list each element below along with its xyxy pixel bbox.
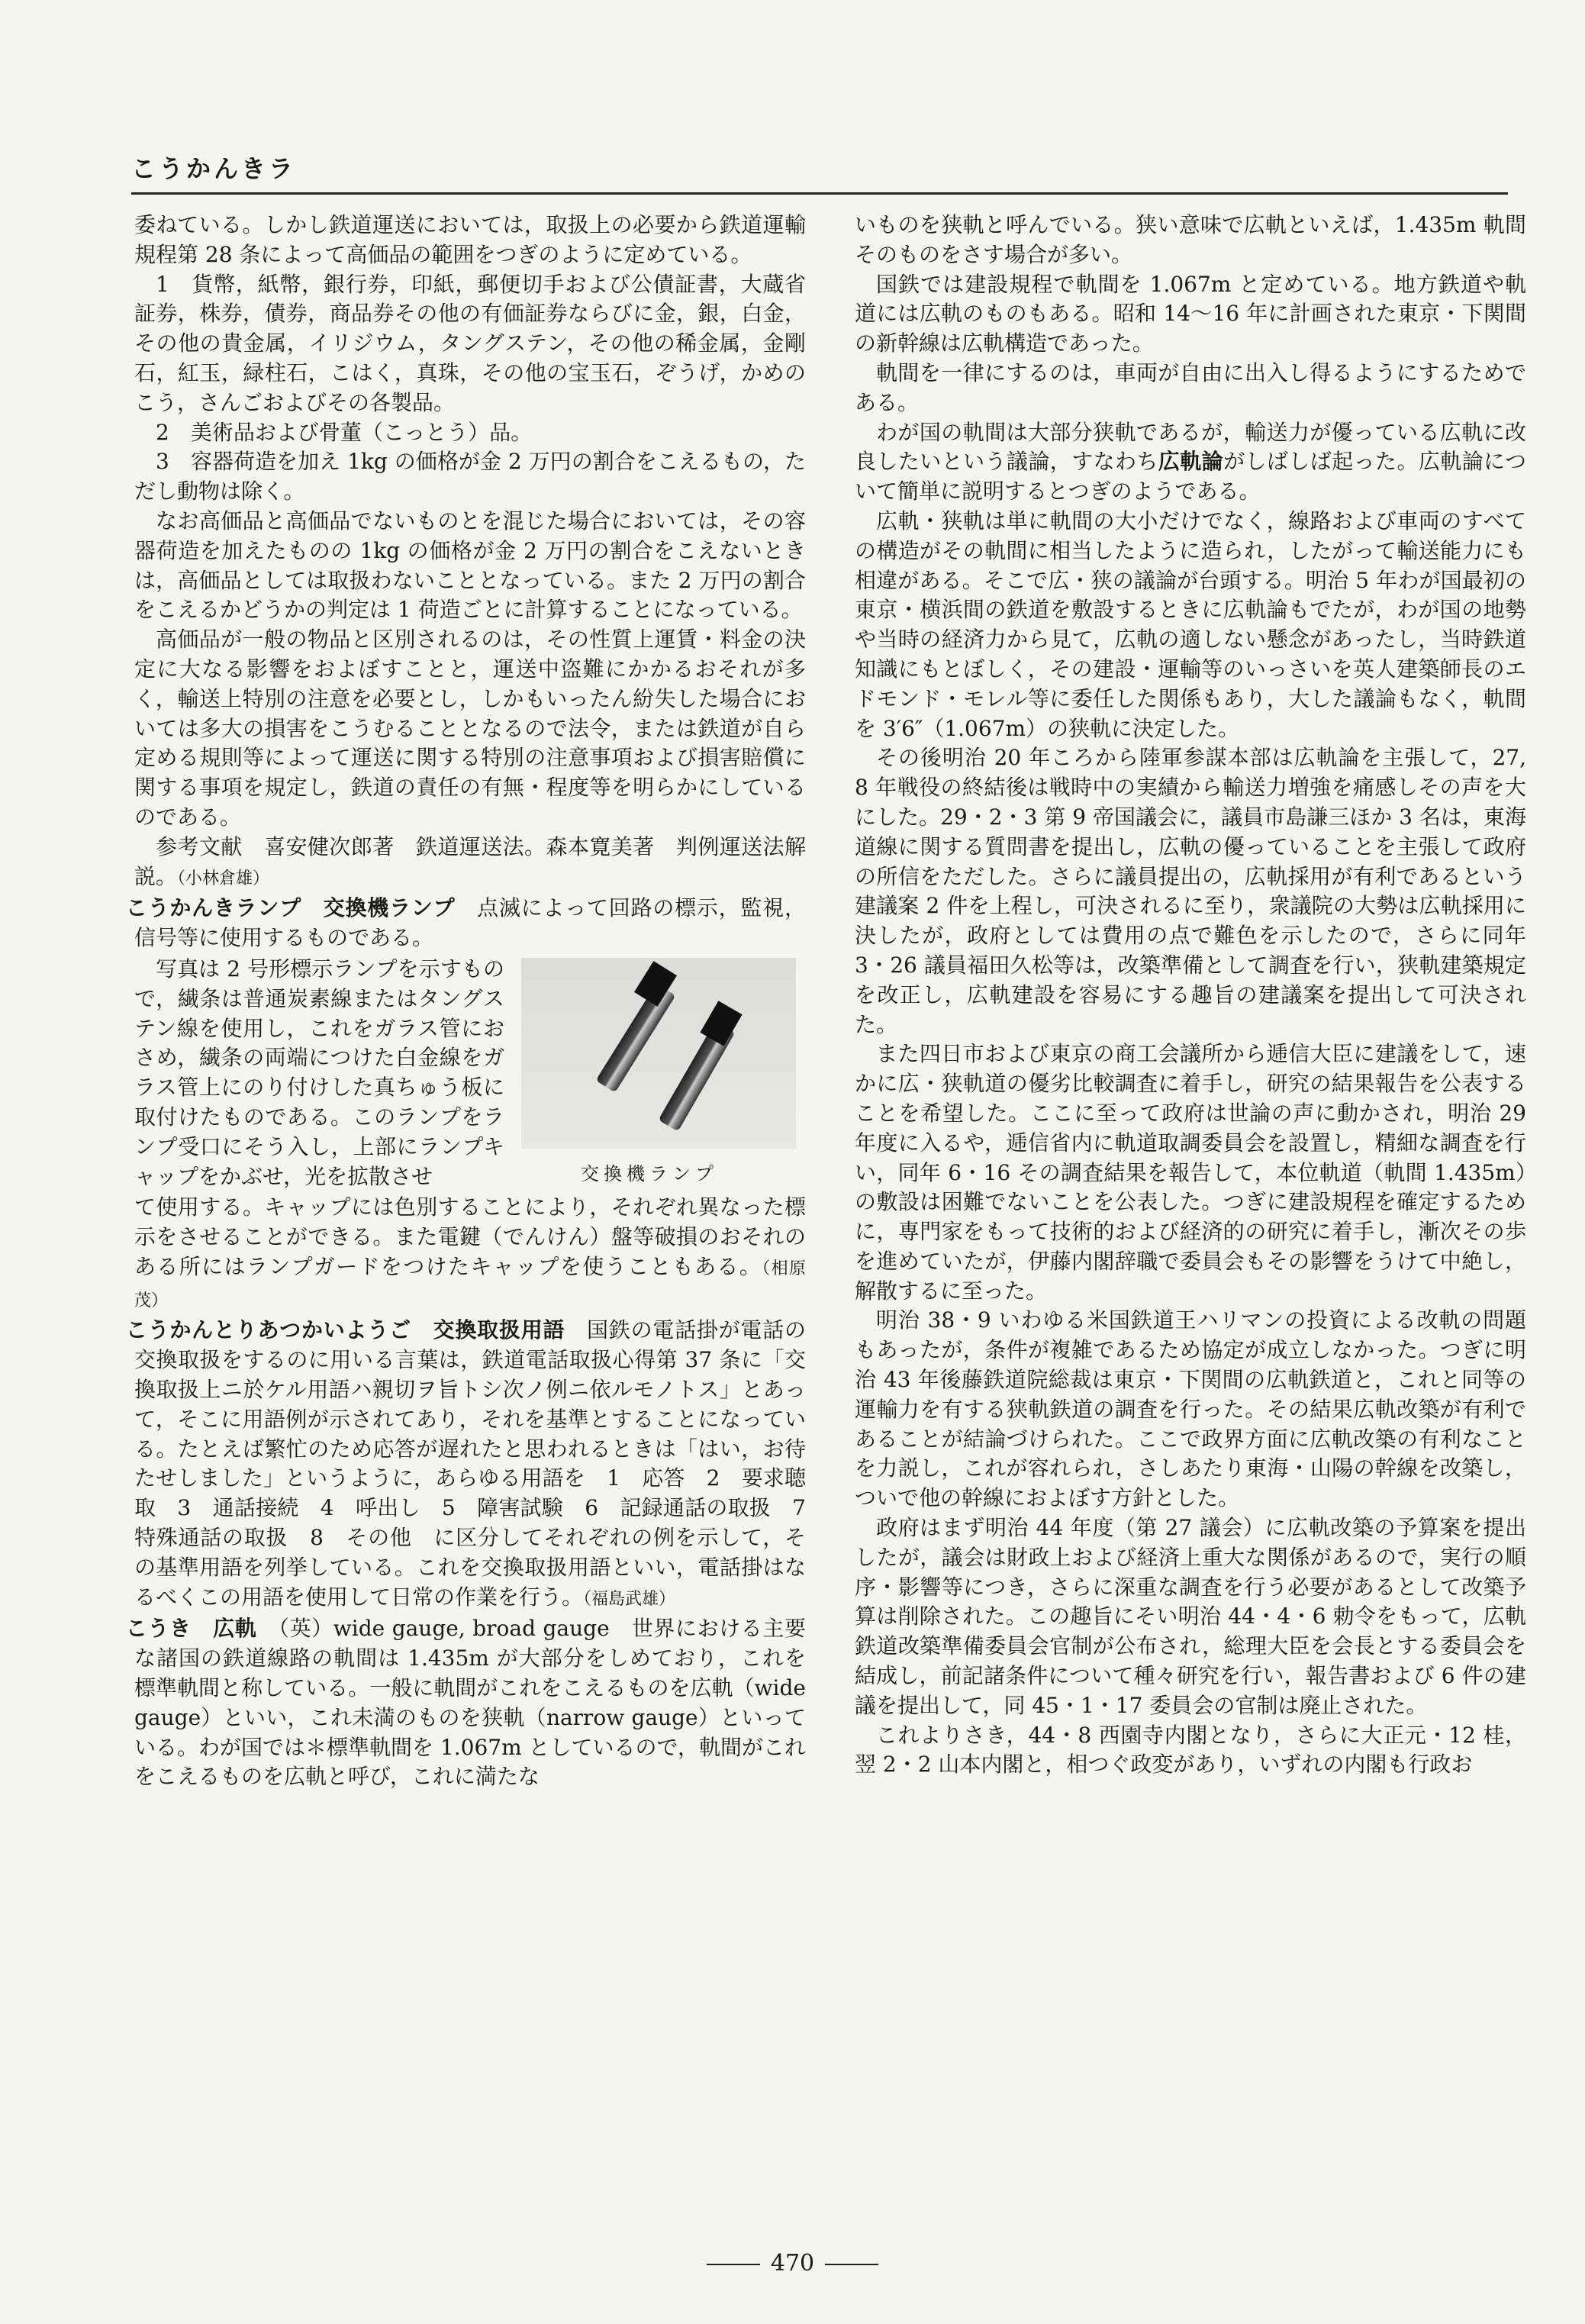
references-text: 参考文献 喜安健次郎著 鉄道運送法。森本寛美著 判例運送法解説。 xyxy=(134,833,806,889)
paragraph: いものを狭軌と呼んでいる。狭い意味で広軌といえば，1.435m 軌間そのものをさす場合が多い。 xyxy=(855,212,1526,267)
paragraph xyxy=(134,1193,823,1316)
entry-kouki xyxy=(125,1614,806,1792)
entry-headword: こうかんとりあつかいようご 交換取扱用語 xyxy=(125,1317,565,1343)
page-number xyxy=(0,2250,1585,2277)
entry-headword: こうかんきランプ 交換機ランプ xyxy=(125,895,456,921)
running-head: こうかんきラ xyxy=(131,154,297,183)
figure xyxy=(504,955,806,1191)
bold-term: 広軌論 xyxy=(1158,449,1224,475)
paragraph-text: がしばしば起った。広軌論について簡単に説明するとつぎのようである。 xyxy=(855,449,1526,504)
photo-row xyxy=(134,955,806,1191)
paragraph: 明治 38・9 いわゆる米国鉄道王ハリマンの投資による改軌の問題もあったが，条件が複雑であるため協定が成立しなかった。つぎに明治 43 年後藤鉄道院総裁は東京・下関間の広軌鉄道と，これと同等の運輸力を有する狭軌鉄道の調査を行った。その結果広軌改築が有利であることが結論づけられた。ここで政界方面に広軌改築の有利なことを力説し，これが容れられ，さしあたり東海・山陽の幹線を改築し，ついで他の幹線におよぼす方針とした。 xyxy=(855,1307,1526,1511)
list-item: 1 貨幣，紙幣，銀行券，印紙，郵便切手および公債証書，大蔵省証券，株券，債券，商品券その他の有価証券ならびに金，銀，白金，その他の貴金属，イリジウム，タングステン，その他の稀金属，金剛石，紅玉，緑柱石，こはく，真珠，その他の宝玉石，ぞうげ，かめのこう，さんごおよびその各製品。 xyxy=(134,271,806,415)
paragraph: その後明治 20 年ころから陸軍参謀本部は広軌論を主張して，27, 8 年戦役の終結後は戦時中の実績から輸送力増強を痛感しその声を大にした。29・2・3 第 9 帝国議会に，議員市島謙三ほか 3 名は，東海道線に関する質問書を提出し，広軌の優っていることを主張して政府の所信をただした。さらに議員提出の，広軌採用が有利であるという建議案 2 件を上程し，可決されるに至り，衆議院の大勢は広軌採用に決したが，政府としては費用の点で難色を示したので，さらに同年 3・26 議員福田久松等は，改築準備として調査を行い，狭軌建築規定を改正し，広軌建設を容易にする趣旨の建議案を提出して可決された。 xyxy=(855,745,1526,1037)
paragraph: 国鉄では建設規程で軌間を 1.067m と定めている。地方鉄道や軌道には広軌のものもある。昭和 14～16 年に計画された東京・下関間の新幹線は広軌構造であった。 xyxy=(855,271,1526,356)
entry-koukanki-lamp xyxy=(125,894,806,953)
paragraph: なお高価品と高価品でないものとを混じた場合においては，その容器荷造を加えたものの 1kg の価格が金 2 万円の割合をこえないときは，高価品としては取扱わないこととなっている。また 2 万円の割合をこえるかどうかの判定は 1 荷造ごとに計算することになっている。 xyxy=(134,508,806,623)
paragraph: 広軌・狭軌は単に軌間の大小だけでなく，線路および車両のすべての構造がその軌間に相当したように造られ，したがって輸送能力にも相違がある。そこで広・狭の議論が台頭する。明治 5 年わが国最初の東京・横浜間の鉄道を敷設するときに広軌論もでたが，わが国の地勢や当時の経済力から見て，広軌の適しない懸念があったし，当時鉄道知識にもとぼしく，その建設・運輸等のいっさいを英人建築師長のエドモンド・モレル等に委任した関係もあり，大した議論もなく，軌間を 3′6″（1.067m）の狭軌に決定した。 xyxy=(855,508,1526,741)
author-credit: （小林倉雄） xyxy=(177,869,270,888)
paragraph: 高価品が一般の物品と区別されるのは，その性質上運賃・料金の決定に大なる影響をおよぼすことと，運送中盗難にかかるおそれが多く，輸送上特別の注意を必要とし，しかもいったん紛失した場合においては多大の損害をこうむることとなるので法令，または鉄道が自ら定める規則等によって運送に関する特別の注意事項および損害賠償に関する事項を規定し，鉄道の責任の有無・程度等を明らかにしているのである。 xyxy=(134,627,806,830)
folio-dash xyxy=(825,2264,878,2265)
list-item: 2 美術品および骨董（こっとう）品。 xyxy=(156,419,533,445)
references xyxy=(134,833,806,894)
paragraph: 軌間を一律にするのは，車両が自由に出入し得るようにするためである。 xyxy=(855,359,1526,415)
paragraph-text: わが国の軌間は大部分狭軌であるが，輸送力が優っている広軌に改良したいという議論，すなわち xyxy=(855,419,1526,475)
folio-dash xyxy=(707,2264,760,2265)
entry-definition: 点滅によって回路の標示，監視，信号等に使用するものである。 xyxy=(134,895,806,951)
lamp-photo xyxy=(521,958,796,1149)
paragraph: 委ねている。しかし鉄道運送においては，取扱上の必要から鉄道運輸規程第 28 条によって高価品の範囲をつぎのように定めている。 xyxy=(134,212,806,267)
paragraph: これよりさき，44・8 西園寺内閣となり，さらに大正元・12 桂，翌 2・2 山本内閣と，相つぐ政変があり，いずれの内閣も行政お xyxy=(855,1722,1526,1778)
author-credit: （相原 茂） xyxy=(134,1259,823,1310)
lamp-image xyxy=(596,983,676,1092)
photo-wrap-text xyxy=(134,955,504,1191)
entry-body: 国鉄の電話掛が電話の交換取扱をするのに用いる言葉は，鉄道電話取扱心得第 37 条に「交換取扱上ニ於ケル用語ハ親切ヲ旨トシ次ノ例ニ依ルモノトス」とあって，そこに用語例が示されてあり，それを基準とすることになっている。たとえば繁忙のため応答が遅れたと思われるときは「はい，お待たせしました」というように，あらゆる用語を 1 応答 2 要求聴取 3 通話接続 4 呼出し 5 障害試験 6 記録通話の取扱 7 特殊通話の取扱 8 その他 に区分してそれぞれの例を示して，その基準用語を列挙している。これを交換取扱用語といい，電話掛はなるべくこの用語を使用して日常の作業を行う。 xyxy=(134,1317,828,1610)
page-number-text: 470 xyxy=(770,2250,815,2277)
paragraph: また四日市および東京の商工会議所から逓信大臣に建議をして，速かに広・狭軌道の優劣比較調査に着手し，研究の結果報告を公表することを希望した。ここに至って政府は世論の声に動かされ，明治 29 年度に入るや，逓信省内に軌道取調委員会を設置し，精細な調査を行い，同年 6・16 その調査結果を報告して，本位軌道（軌間 1.435m）の敷設は困難でないことを公表した。つぎに建設規程を確定するために，専門家をもって技術的および経済的の研究に着手し，漸次その歩を進めていたが，伊藤内閣辞職で委員会もその影響をうけて中絶し，解散するに至った。 xyxy=(855,1041,1526,1304)
photo-caption: 交換機ランプ xyxy=(581,1162,718,1185)
paragraph: 政府はまず明治 44 年度（第 27 議会）に広軌改築の予算案を提出したが，議会は財政上および経済上重大な関係があるので，実行の順序・影響等につき，さらに深重な調査を行う必要があるとして改築予算は削除された。この趣旨にそい明治 44・4・6 勅令をもって，広軌鉄道改築準備委員会官制が公布され，総理大臣を会長とする委員会を結成し，前記諸条件について種々研究を行い，報告書および 6 件の建議を提出して，同 45・1・17 委員会の官制は廃止された。 xyxy=(855,1515,1526,1718)
paragraph: 写真は 2 号形標示ランプを示すもので，繊条は普通炭素線またはタングステン線を使用し，これをガラス管におさめ，繊条の両端につけた白金線をガラス管上にのり付けした真ちゅう板に取付けたものである。このランプをランプ受口にそう入し，上部にランプキャップをかぶせ，光を拡散させ xyxy=(134,956,504,1189)
left-column xyxy=(125,211,828,1792)
entry-body: （英）wide gauge, broad gauge 世界における主要な諸国の鉄道線路の軌間は 1.435m が大部分をしめており，これを標準軌間と称している。一般に軌間がこれをこえるものを広軌（wide gauge）といい，これ未満のものを狭軌（narrow gauge）といっている。わが国では＊標準軌間を 1.067m としているので，軌間がこれをこえるものを広軌と呼び，これに満たな xyxy=(134,1616,806,1790)
paragraph-text: て使用する。キャップには色別することにより，それぞれ異なった標示をさせることができる。また電鍵（でんけん）盤等破損のおそれのある所にはランプガードをつけたキャップを使うこともある。 xyxy=(134,1194,806,1279)
header-rule xyxy=(131,192,1508,195)
entry-koukan-toriatsukai-yougo xyxy=(125,1316,828,1614)
author-credit: （福島武雄） xyxy=(583,1589,676,1609)
paragraph xyxy=(855,418,1526,507)
list-item: 3 容器荷造を加え 1kg の価格が金 2 万円の割合をこえるもの，ただし動物は除く。 xyxy=(134,449,806,504)
entry-headword: こうき 広軌 xyxy=(125,1616,257,1642)
right-column xyxy=(855,211,1526,1780)
